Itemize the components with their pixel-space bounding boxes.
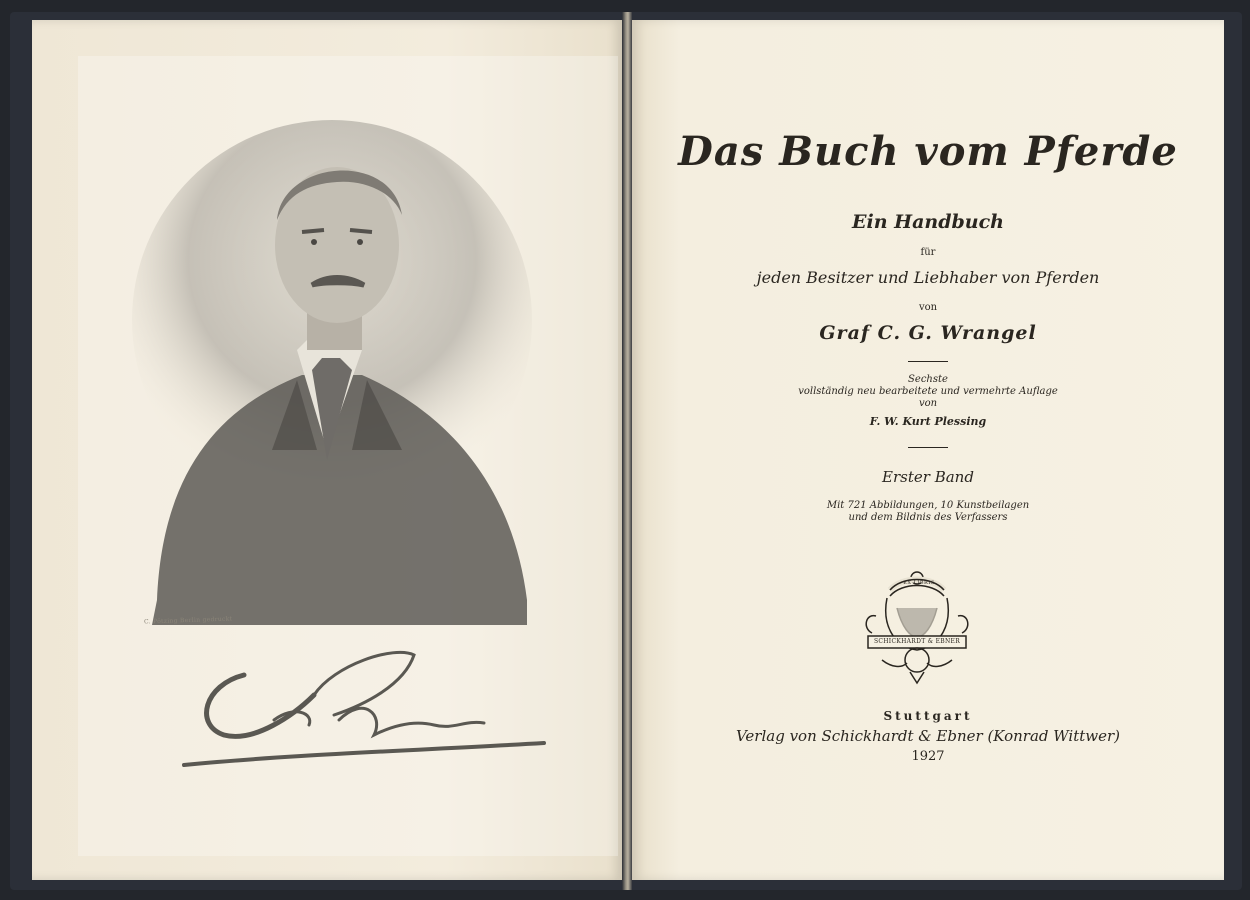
title-page bbox=[632, 20, 1224, 880]
emblem-band-text: EX LIBRIS bbox=[903, 580, 935, 586]
publication-city: Stuttgart bbox=[883, 709, 973, 723]
word-von-author: von bbox=[918, 302, 938, 313]
book-title: Das Buch vom Pferde bbox=[678, 128, 1178, 175]
editor-name: F. W. Kurt Plessing bbox=[869, 415, 987, 428]
word-von-editor: von bbox=[918, 398, 938, 409]
volume-label: Erster Band bbox=[882, 468, 974, 486]
engraver-credit: C. Pötzing Berlin gedruckt bbox=[143, 615, 233, 626]
divider-rule-1 bbox=[908, 361, 948, 362]
author-name: Graf C. G. Wrangel bbox=[819, 322, 1037, 344]
author-portrait bbox=[112, 120, 532, 640]
divider-rule-2 bbox=[908, 447, 948, 448]
edition-line-2: vollständig neu bearbeitete und vermehrte Auflage bbox=[798, 386, 1058, 397]
contents-note bbox=[632, 500, 1224, 524]
frontispiece-page bbox=[32, 20, 622, 880]
book-subtitle: Ein Handbuch bbox=[852, 211, 1004, 233]
publisher-line: Verlag von Schickhardt & Ebner (Konrad Wittwer) bbox=[735, 727, 1121, 745]
open-book bbox=[10, 12, 1242, 890]
word-fuer: für bbox=[920, 247, 936, 258]
publisher-emblem bbox=[862, 568, 972, 688]
contents-line-1: Mit 721 Abbildungen, 10 Kunstbeilagen bbox=[826, 500, 1030, 511]
edition-line-1: Sechste bbox=[908, 374, 948, 385]
publication-year: 1927 bbox=[911, 749, 945, 764]
book-gutter bbox=[622, 12, 632, 890]
audience-line: jeden Besitzer und Liebhaber von Pferden bbox=[756, 268, 1100, 287]
contents-line-2: und dem Bildnis des Verfassers bbox=[848, 512, 1008, 523]
author-signature bbox=[164, 625, 564, 785]
edition-block bbox=[632, 374, 1224, 410]
emblem-ribbon-text: SCHICKHARDT & EBNER bbox=[873, 638, 961, 645]
